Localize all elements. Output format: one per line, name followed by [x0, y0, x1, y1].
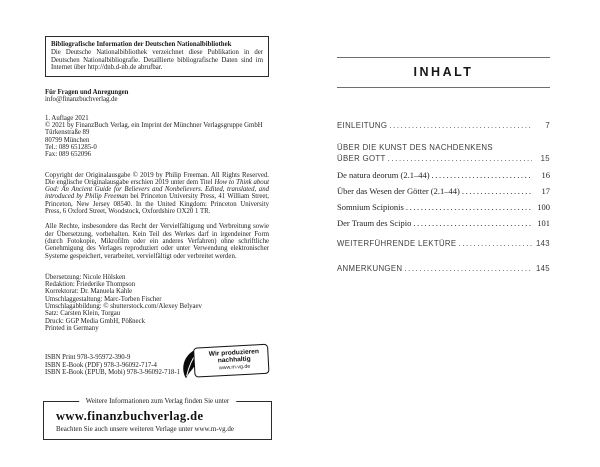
credits-line: Satz: Carsten Klein, Torgau	[45, 310, 121, 318]
toc-entry-page: 145	[535, 264, 550, 273]
dot-leader	[406, 202, 532, 212]
toc-entry-page: 100	[537, 202, 550, 212]
badge-text-line2: nachhaltig	[217, 356, 251, 365]
dnb-info-title: Bibliografische Information der Deutschen Nationalbibliothek	[51, 41, 232, 48]
toc-entry-label: Somnium Scipionis	[337, 202, 404, 212]
toc-entry-page: 17	[541, 186, 550, 196]
dnb-info-body: Die Deutsche Nationalbibliothek verzeichnet diese Publikation in der Deutschen Nationalbibliografie. Detaillierte bibliografische Daten sind im Internet über http://dnb.d-nb.de abrufbar.	[51, 49, 263, 71]
dot-leader	[388, 154, 532, 164]
publisher-info-legend: Weitere Informationen zum Verlag finden Sie unter	[79, 398, 237, 405]
toc-entry-page: 101	[537, 218, 550, 228]
toc-entry-de-natura	[337, 170, 550, 180]
isbn-line: ISBN E-Book (EPUB, Mobi) 978-3-96092-718-1	[45, 368, 180, 376]
sustainability-badge	[180, 342, 270, 381]
credits-block	[45, 274, 269, 332]
dot-leader	[404, 264, 532, 274]
edition-line: Tel.: 089 651285-0	[45, 143, 97, 151]
dot-leader	[413, 218, 532, 228]
dot-leader	[432, 170, 532, 180]
toc-list	[337, 121, 550, 274]
toc-entry-einleitung	[337, 121, 550, 131]
toc-entry-anmerkungen	[337, 264, 550, 274]
badge-url: www.m-vg.de	[218, 363, 251, 372]
sustainability-badge-box	[193, 344, 269, 378]
imprint-page	[45, 36, 269, 440]
copyright-paragraph	[45, 172, 269, 216]
toc-entry-page: 143	[535, 239, 550, 248]
credits-line: Druck: GGP Media GmbH, Pößneck	[45, 317, 145, 325]
contents-page	[337, 57, 550, 274]
credits-line: Redaktion: Friederike Thompson	[45, 281, 136, 289]
publisher-url: www.finanzbuchverlag.de	[56, 409, 204, 424]
toc-entry-label: Über das Wesen der Götter (2.1–44)	[337, 186, 460, 196]
isbn-line: ISBN E-Book (PDF) 978-3-96092-717-4	[45, 361, 157, 369]
isbn-row	[45, 348, 269, 382]
toc-entry-lektuere	[337, 239, 550, 249]
toc-entry-label: WEITERFÜHRENDE LEKTÜRE	[337, 239, 457, 248]
copyright-text: Copyright der Originalausgabe © 2019 by Philip Freeman. All Rights Reserved. Die englische Originalausgabe erschien 2019 unter dem Titel	[45, 171, 269, 186]
dnb-info-box	[45, 36, 269, 77]
isbn-block	[45, 354, 180, 376]
credits-line: Umschlaggestaltung: Marc-Torben Fischer	[45, 295, 162, 303]
publisher-info-box	[43, 396, 272, 440]
toc-entry-label: ANMERKUNGEN	[337, 264, 403, 273]
isbn-line: ISBN Print 978-3-95972-390-9	[45, 354, 131, 362]
rights-paragraph: Alle Rechte, insbesondere das Recht der Vervielfältigung und Verbreitung sowie der Übersetzung, vorbehalten. Kein Teil des Werkes darf in irgendeiner Form (durch Fotokopie, Mikrofilm oder ein anderes Verfahren) ohne schriftliche Genehmigung des Verlages reproduziert oder unter Verwendung elektronischer Systeme gespeichert, verarbeitet, vervielfältigt oder verbreitet werden.	[45, 223, 269, 260]
toc-entry-label: ÜBER DIE KUNST DES NACHDENKENS	[337, 143, 493, 152]
toc-entry-label: ÜBER GOTT	[337, 154, 386, 163]
edition-line: 80799 München	[45, 136, 90, 144]
toc-entry-page: 7	[545, 121, 550, 130]
edition-line: Fax: 089 652096	[45, 151, 92, 159]
edition-line: © 2021 by FinanzBuch Verlag, ein Imprint der Münchner Verlagsgruppe GmbH	[45, 122, 263, 130]
credits-line: Übersetzung: Nicole Hölsken	[45, 273, 126, 281]
toc-entry-page: 15	[540, 154, 550, 163]
contact-block	[45, 89, 269, 104]
toc-entry-traum-scipio	[337, 218, 550, 228]
copyright-original-title: How to Think about God: An Ancient Guide for Believers and Nonbelievers. Edited, translated, and introduced by Philip Freeman	[45, 178, 269, 201]
credits-line: Umschlagabbildung: © shutterstock.com/Alexey Belyaev	[45, 303, 202, 311]
dot-leader	[462, 186, 532, 196]
toc-entry-label: Der Traum des Scipio	[337, 218, 412, 228]
page-title: INHALT	[413, 65, 474, 79]
edition-line: Türkenstraße 89	[45, 129, 90, 137]
contact-title: Für Fragen und Anregungen	[45, 89, 129, 97]
toc-entry-page: 16	[541, 170, 550, 180]
toc-entry-somnium	[337, 202, 550, 212]
publisher-note: Beachten Sie auch unsere weiteren Verlage unter www.m-vg.de	[56, 424, 235, 433]
credits-line: Korrektorat: Dr. Manuela Kahle	[45, 288, 133, 296]
toc-entry-label: De natura deorum (2.1–44)	[337, 170, 430, 180]
badge-text-line1: Wir produzieren	[208, 348, 260, 359]
edition-line: 1. Auflage 2021	[45, 114, 89, 122]
dot-leader	[389, 121, 532, 131]
credits-line: Printed in Germany	[45, 324, 99, 332]
toc-entry-label: EINLEITUNG	[337, 121, 388, 130]
contact-email: info@finanzbuchverlag.de	[45, 96, 118, 104]
copyright-text: bei Princeton University Press, 41 William Street, Princeton, New Jersey 08540. In the United Kingdom: Princeton University Press, 6 Oxford Street, Woodstock, Oxfordshire OX20 1 TR.	[45, 193, 270, 216]
toc-entry-kunst-line2	[337, 154, 550, 164]
dot-leader	[458, 239, 532, 249]
toc-entry-wesen-goetter	[337, 186, 550, 196]
edition-block	[45, 115, 269, 159]
toc-entry-kunst-line1	[337, 143, 550, 152]
contents-header	[337, 57, 550, 88]
